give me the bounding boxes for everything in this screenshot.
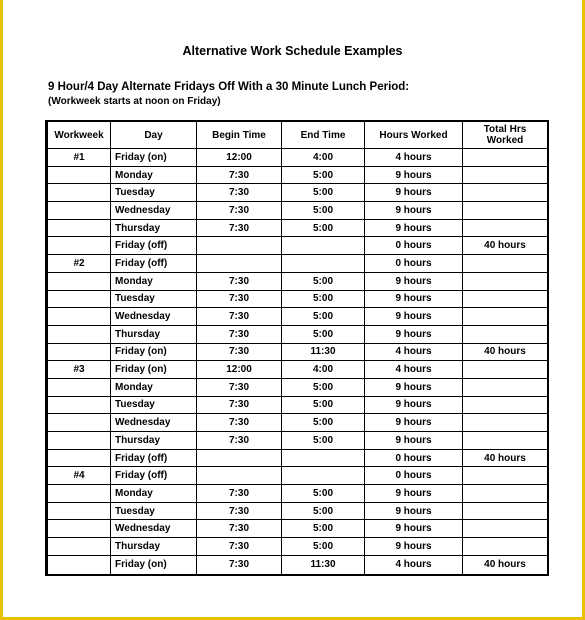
hours-worked-cell: 9 hours (365, 432, 463, 450)
day-cell: Friday (off) (111, 255, 197, 273)
begin-time-cell: 7:30 (197, 167, 282, 185)
total-hours-cell (463, 202, 547, 220)
total-hours-cell (463, 149, 547, 167)
table-row (47, 202, 547, 220)
total-hours-cell (463, 184, 547, 202)
hours-worked-cell: 0 hours (365, 237, 463, 255)
total-hours-cell (463, 503, 547, 521)
workweek-cell (47, 184, 111, 202)
begin-time-cell: 7:30 (197, 520, 282, 538)
begin-time-cell: 7:30 (197, 432, 282, 450)
begin-time-cell: 12:00 (197, 361, 282, 379)
workweek-cell (47, 220, 111, 238)
day-cell: Friday (on) (111, 556, 197, 574)
day-cell: Tuesday (111, 397, 197, 415)
begin-time-cell: 7:30 (197, 291, 282, 309)
workweek-cell (47, 538, 111, 556)
hours-worked-cell: 9 hours (365, 273, 463, 291)
hours-worked-cell: 9 hours (365, 326, 463, 344)
end-time-cell (282, 237, 365, 255)
total-hours-cell (463, 538, 547, 556)
day-cell: Thursday (111, 538, 197, 556)
table-row (47, 538, 547, 556)
total-hours-cell: 40 hours (463, 450, 547, 468)
workweek-cell (47, 326, 111, 344)
end-time-cell: 5:00 (282, 432, 365, 450)
table-row (47, 220, 547, 238)
hours-worked-cell: 9 hours (365, 414, 463, 432)
hours-worked-cell: 4 hours (365, 344, 463, 362)
table-row (47, 379, 547, 397)
total-hours-cell (463, 520, 547, 538)
total-hours-cell (463, 273, 547, 291)
begin-time-cell: 7:30 (197, 326, 282, 344)
table-header-row (47, 122, 547, 149)
total-hours-cell (463, 361, 547, 379)
workweek-cell (47, 485, 111, 503)
hours-worked-cell: 9 hours (365, 308, 463, 326)
end-time-cell: 5:00 (282, 397, 365, 415)
total-hours-cell (463, 485, 547, 503)
day-cell: Friday (off) (111, 237, 197, 255)
table-row (47, 326, 547, 344)
workweek-cell (47, 308, 111, 326)
total-hours-cell (463, 432, 547, 450)
workweek-cell (47, 273, 111, 291)
day-cell: Thursday (111, 220, 197, 238)
end-time-cell: 5:00 (282, 520, 365, 538)
workweek-cell (47, 414, 111, 432)
end-time-cell: 4:00 (282, 361, 365, 379)
total-hours-cell (463, 397, 547, 415)
table-row (47, 397, 547, 415)
workweek-cell (47, 237, 111, 255)
day-cell: Friday (on) (111, 361, 197, 379)
document-title: Alternative Work Schedule Examples (182, 44, 403, 58)
begin-time-cell: 7:30 (197, 273, 282, 291)
day-cell: Friday (on) (111, 149, 197, 167)
begin-time-cell: 7:30 (197, 220, 282, 238)
total-hours-cell (463, 379, 547, 397)
schedule-subtitle: 9 Hour/4 Day Alternate Fridays Off With a 30 Minute Lunch Period: (48, 81, 410, 93)
day-cell: Monday (111, 167, 197, 185)
day-cell: Wednesday (111, 308, 197, 326)
workweek-cell (47, 202, 111, 220)
table-row (47, 291, 547, 309)
day-cell: Wednesday (111, 414, 197, 432)
end-time-cell: 5:00 (282, 291, 365, 309)
hours-worked-cell: 9 hours (365, 538, 463, 556)
schedule-table (45, 120, 549, 576)
workweek-cell (47, 397, 111, 415)
table-row (47, 344, 547, 362)
begin-time-cell: 7:30 (197, 556, 282, 574)
begin-time-cell: 7:30 (197, 379, 282, 397)
hours-worked-cell: 9 hours (365, 167, 463, 185)
begin-time-cell: 7:30 (197, 503, 282, 521)
hours-worked-cell: 9 hours (365, 397, 463, 415)
workweek-cell (47, 432, 111, 450)
end-time-cell: 5:00 (282, 379, 365, 397)
begin-time-cell (197, 237, 282, 255)
day-cell: Thursday (111, 326, 197, 344)
end-time-cell: 5:00 (282, 220, 365, 238)
total-hours-cell (463, 220, 547, 238)
workweek-cell (47, 520, 111, 538)
table-row (47, 273, 547, 291)
hours-worked-cell: 4 hours (365, 556, 463, 574)
workweek-cell: #2 (47, 255, 111, 273)
table-row (47, 485, 547, 503)
table-row (47, 361, 547, 379)
end-time-cell: 5:00 (282, 184, 365, 202)
day-cell: Friday (off) (111, 450, 197, 468)
hours-worked-cell: 9 hours (365, 520, 463, 538)
end-time-cell: 5:00 (282, 308, 365, 326)
end-time-cell: 11:30 (282, 556, 365, 574)
workweek-cell: #3 (47, 361, 111, 379)
workweek-cell (47, 450, 111, 468)
table-row (47, 432, 547, 450)
begin-time-cell: 7:30 (197, 184, 282, 202)
header-begin-time: Begin Time (197, 122, 282, 149)
end-time-cell (282, 467, 365, 485)
end-time-cell: 5:00 (282, 326, 365, 344)
begin-time-cell (197, 467, 282, 485)
total-hours-cell (463, 326, 547, 344)
end-time-cell: 4:00 (282, 149, 365, 167)
total-hours-cell (463, 308, 547, 326)
hours-worked-cell: 9 hours (365, 184, 463, 202)
workweek-cell (47, 556, 111, 574)
total-hours-cell (463, 467, 547, 485)
table-row (47, 414, 547, 432)
hours-worked-cell: 9 hours (365, 503, 463, 521)
table-row (47, 149, 547, 167)
workweek-cell (47, 503, 111, 521)
begin-time-cell: 7:30 (197, 344, 282, 362)
total-hours-cell (463, 167, 547, 185)
begin-time-cell: 12:00 (197, 149, 282, 167)
header-workweek: Workweek (47, 122, 111, 149)
begin-time-cell: 7:30 (197, 485, 282, 503)
day-cell: Tuesday (111, 291, 197, 309)
total-hours-cell: 40 hours (463, 237, 547, 255)
header-hours-worked: Hours Worked (365, 122, 463, 149)
day-cell: Tuesday (111, 503, 197, 521)
end-time-cell (282, 255, 365, 273)
hours-worked-cell: 9 hours (365, 485, 463, 503)
hours-worked-cell: 0 hours (365, 450, 463, 468)
header-day: Day (111, 122, 197, 149)
workweek-cell: #4 (47, 467, 111, 485)
table-row (47, 450, 547, 468)
end-time-cell: 11:30 (282, 344, 365, 362)
table-row (47, 556, 547, 574)
hours-worked-cell: 4 hours (365, 149, 463, 167)
table-row (47, 520, 547, 538)
table-row (47, 255, 547, 273)
total-hours-cell (463, 291, 547, 309)
day-cell: Friday (on) (111, 344, 197, 362)
day-cell: Friday (off) (111, 467, 197, 485)
hours-worked-cell: 9 hours (365, 379, 463, 397)
day-cell: Monday (111, 273, 197, 291)
day-cell: Thursday (111, 432, 197, 450)
day-cell: Wednesday (111, 520, 197, 538)
begin-time-cell (197, 450, 282, 468)
table-row (47, 308, 547, 326)
workweek-cell (47, 379, 111, 397)
end-time-cell: 5:00 (282, 202, 365, 220)
total-hours-cell: 40 hours (484, 559, 526, 571)
total-hours-cell (463, 255, 547, 273)
table-row (47, 237, 547, 255)
end-time-cell: 5:00 (282, 538, 365, 556)
day-cell: Monday (111, 379, 197, 397)
begin-time-cell (197, 255, 282, 273)
hours-worked-cell: 4 hours (365, 361, 463, 379)
end-time-cell: 5:00 (282, 485, 365, 503)
hours-worked-cell: 0 hours (365, 255, 463, 273)
begin-time-cell: 7:30 (197, 202, 282, 220)
hours-worked-cell: 9 hours (365, 202, 463, 220)
table-row (47, 184, 547, 202)
hours-worked-cell: 0 hours (365, 467, 463, 485)
end-time-cell: 5:00 (282, 167, 365, 185)
header-end-time: End Time (282, 122, 365, 149)
total-hours-cell (463, 414, 547, 432)
workweek-cell (47, 167, 111, 185)
workweek-cell (47, 344, 111, 362)
end-time-cell: 5:00 (282, 414, 365, 432)
table-row (47, 503, 547, 521)
table-row (47, 167, 547, 185)
hours-worked-cell: 9 hours (365, 220, 463, 238)
header-total-hrs-worked: Total Hrs Worked (463, 122, 547, 149)
begin-time-cell: 7:30 (197, 538, 282, 556)
workweek-cell (47, 291, 111, 309)
workweek-note: (Workweek starts at noon on Friday) (48, 96, 221, 107)
hours-worked-cell: 9 hours (365, 291, 463, 309)
total-hours-cell: 40 hours (463, 344, 547, 362)
day-cell: Tuesday (111, 184, 197, 202)
begin-time-cell: 7:30 (197, 397, 282, 415)
begin-time-cell: 7:30 (197, 414, 282, 432)
end-time-cell: 5:00 (282, 503, 365, 521)
begin-time-cell: 7:30 (197, 308, 282, 326)
table-row (47, 467, 547, 485)
end-time-cell (282, 450, 365, 468)
day-cell: Monday (111, 485, 197, 503)
workweek-cell: #1 (47, 149, 111, 167)
end-time-cell: 5:00 (282, 273, 365, 291)
day-cell: Wednesday (111, 202, 197, 220)
